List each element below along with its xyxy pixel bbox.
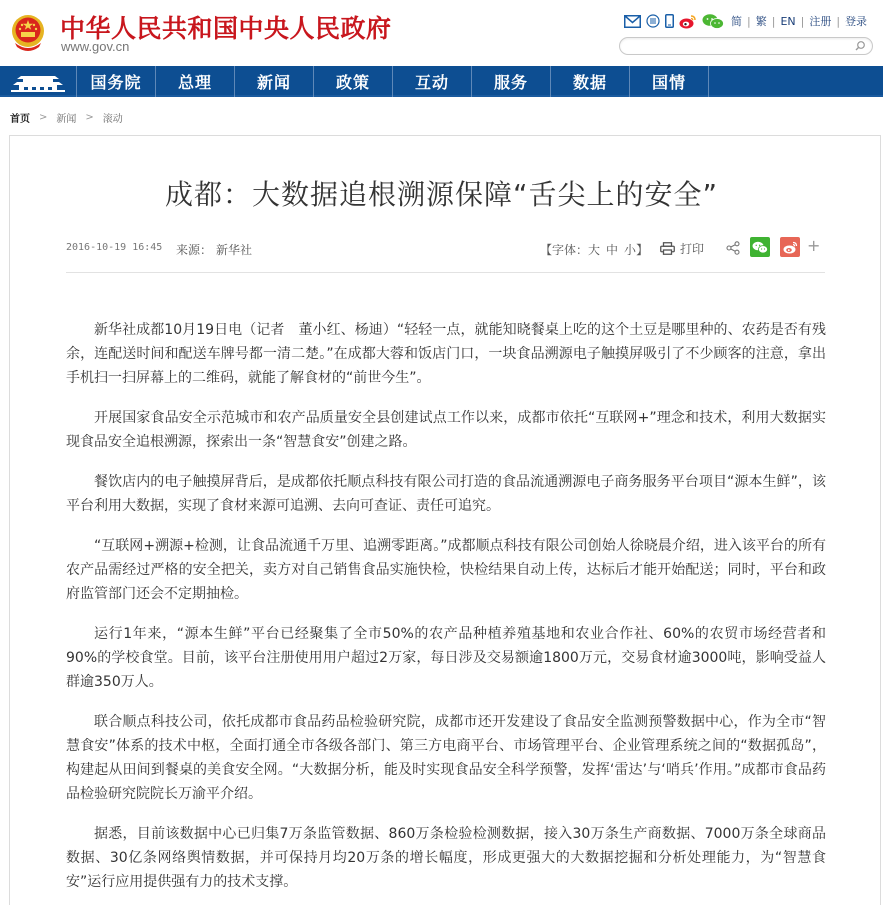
site-header bbox=[0, 0, 883, 66]
site-url[interactable]: www.gov.cn bbox=[61, 39, 130, 54]
separator: | bbox=[771, 14, 776, 28]
article-meta bbox=[66, 236, 826, 259]
header-tools bbox=[624, 12, 867, 30]
search-input[interactable] bbox=[628, 42, 853, 58]
message-icon[interactable] bbox=[646, 13, 660, 29]
share-wechat-button[interactable] bbox=[750, 237, 770, 257]
separator: | bbox=[836, 14, 841, 28]
publish-date: 2016-10-19 16:45 bbox=[66, 242, 163, 253]
separator: | bbox=[747, 14, 751, 28]
breadcrumb-rolling[interactable]: 滚动 bbox=[102, 114, 123, 125]
article-paragraph: 据悉，目前该数据中心已归集7万条监管数据、860万条检验检测数据，接入30万条生产商数据、7000万条全球商品数据、30亿条网络舆情数据，并可保持月均20万条的增长幅度，形成更强大的大数据挖掘和分析处理能力，为“智慧食安”运行应用提供强有力的技术支撑。 bbox=[66, 826, 826, 890]
nav-item-news[interactable]: 新闻 bbox=[235, 66, 314, 97]
tiananmen-icon bbox=[11, 71, 65, 93]
lang-traditional-link[interactable]: 繁 bbox=[755, 15, 767, 28]
mobile-icon[interactable] bbox=[665, 13, 674, 29]
chevron-right-icon: > bbox=[39, 112, 48, 123]
lang-english-link[interactable]: EN bbox=[780, 14, 796, 28]
font-size-small-button[interactable]: 小 bbox=[624, 243, 637, 257]
weibo-icon[interactable] bbox=[679, 13, 697, 29]
main-nav bbox=[0, 66, 883, 97]
article-paragraph: 餐饮店内的电子触摸屏背后，是成都依托顺点科技有限公司打造的食品流通溯源电子商务服务平台项目“源本生鲜”，该平台利用大数据，实现了食材来源可追溯、去向可查证、责任可追究。 bbox=[66, 474, 826, 514]
national-emblem-icon[interactable] bbox=[9, 13, 47, 53]
font-size-label: 【字体： bbox=[540, 243, 589, 257]
article-paragraph: 运行1年来，“源本生鲜”平台已经聚集了全市50%的农产品种植养殖基地和农业合作社、60%的农贸市场经营者和90%的学校食堂。目前，该平台注册使用用户超过2万家，每日涉及交易额逾1800万元，交易食材逾3000吨，影响受益人群逾350万人。 bbox=[66, 626, 826, 690]
article-paragraph: 新华社成都10月19日电（记者 董小红、杨迪）“轻轻一点，就能知晓餐桌上吃的这个土豆是哪里种的、农药是否有残余，连配送时间和配送车牌号都一清二楚。”在成都大蓉和饭店门口，一块食品溯源电子触摸屏吸引了不少顾客的注意，拿出手机扫一扫屏幕上的二维码，就能了解食材的“前世今生”。 bbox=[66, 322, 826, 386]
share-icon[interactable] bbox=[726, 241, 740, 255]
lang-simplified-link[interactable]: 简 bbox=[731, 15, 742, 28]
nav-item-services[interactable]: 服务 bbox=[472, 66, 551, 97]
search-icon[interactable] bbox=[854, 40, 866, 52]
article-body bbox=[66, 318, 826, 905]
divider bbox=[66, 272, 825, 273]
font-size-medium-button[interactable]: 中 bbox=[606, 243, 619, 257]
separator: | bbox=[800, 14, 805, 28]
weibo-icon bbox=[783, 241, 798, 254]
nav-item-policy[interactable]: 政策 bbox=[314, 66, 393, 97]
article-paragraph: 联合顺点科技公司，依托成都市食品药品检验研究院，成都市还开发建设了食品安全监测预警数据中心，作为全市“智慧食安”体系的技术中枢，全面打通全市各级各部门、第三方电商平台、市场管理平台、企业管理系统之间的“数据孤岛”，构建起从田间到餐桌的美食安全网。“大数据分析，能及时实现食品安全科学预警，发挥‘雷达’与‘哨兵’作用。”成都市食品药品检验研究院院长万渝平介绍。 bbox=[66, 714, 826, 802]
font-size-close-bracket: 】 bbox=[636, 243, 649, 257]
source-label: 来源： bbox=[176, 243, 213, 257]
printer-icon bbox=[660, 242, 675, 255]
register-link[interactable]: 注册 bbox=[809, 15, 832, 28]
print-label: 打印 bbox=[680, 242, 705, 256]
print-button[interactable] bbox=[660, 240, 704, 257]
wechat-icon[interactable] bbox=[702, 13, 724, 29]
site-title[interactable]: 中华人民共和国中央人民政府 bbox=[60, 14, 392, 43]
nav-item-national-info[interactable]: 国情 bbox=[630, 66, 709, 97]
mail-icon[interactable] bbox=[624, 13, 641, 29]
search-box bbox=[619, 37, 873, 55]
wechat-icon bbox=[752, 241, 768, 254]
nav-item-state-council[interactable]: 国务院 bbox=[77, 66, 156, 97]
source-name: 新华社 bbox=[216, 243, 253, 257]
login-link[interactable]: 登录 bbox=[845, 15, 868, 28]
font-size-control bbox=[540, 241, 648, 258]
breadcrumb-home[interactable]: 首页 bbox=[10, 114, 30, 125]
font-size-large-button[interactable]: 大 bbox=[588, 243, 601, 257]
nav-home-logo[interactable] bbox=[0, 66, 77, 97]
article-title: 成都：大数据追根溯源保障“舌尖上的安全” bbox=[164, 178, 718, 211]
language-links bbox=[731, 13, 867, 29]
breadcrumb bbox=[10, 110, 123, 125]
chevron-right-icon: > bbox=[85, 112, 94, 123]
nav-item-data[interactable]: 数据 bbox=[551, 66, 630, 97]
breadcrumb-news[interactable]: 新闻 bbox=[56, 114, 77, 125]
nav-item-premier[interactable]: 总理 bbox=[156, 66, 235, 97]
article-paragraph: “互联网+溯源+检测，让食品流通千万里、追溯零距离。”成都顺点科技有限公司创始人徐晓晨介绍，进入该平台的所有农产品需经过严格的安全把关，卖方对自己销售食品实施快检，快检结果自动上传，达标后才能开始配送；同时，平台和政府监管部门还会不定期抽检。 bbox=[66, 538, 826, 602]
article-paragraph: 开展国家食品安全示范城市和农产品质量安全县创建试点工作以来，成都市依托“互联网+”理念和技术，利用大数据实现食品安全追根溯源，探索出一条“智慧食安”创建之路。 bbox=[66, 410, 826, 450]
nav-item-interaction[interactable]: 互动 bbox=[393, 66, 472, 97]
share-weibo-button[interactable] bbox=[780, 237, 800, 257]
share-more-button[interactable]: + bbox=[807, 236, 821, 255]
